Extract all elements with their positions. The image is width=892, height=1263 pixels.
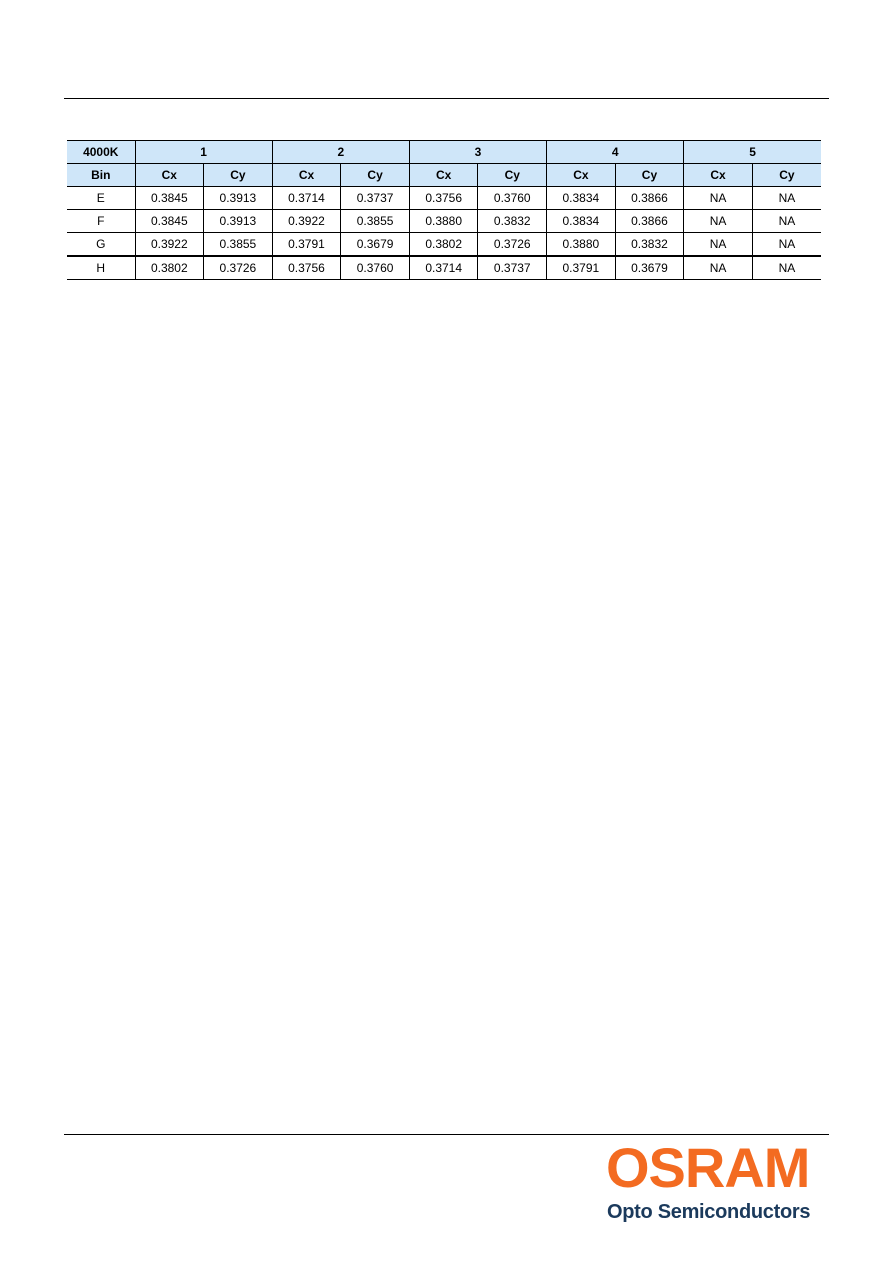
table-row-g (67, 233, 821, 257)
value-cell: 0.3834 (547, 210, 616, 233)
bin-cell: G (67, 233, 135, 257)
value-cell: 0.3756 (409, 187, 478, 210)
value-cell: 0.3922 (135, 233, 204, 257)
group-header-4: 4 (547, 141, 684, 164)
value-cell: 0.3880 (409, 210, 478, 233)
value-cell: 0.3714 (409, 256, 478, 280)
chromaticity-bin-table (67, 140, 821, 280)
value-cell: NA (684, 210, 753, 233)
value-cell: 0.3832 (478, 210, 547, 233)
value-cell: 0.3737 (478, 256, 547, 280)
logo-wordmark: OSRAM (606, 1136, 810, 1199)
cy-header: Cy (478, 164, 547, 187)
value-cell: 0.3866 (615, 210, 684, 233)
cy-header: Cy (615, 164, 684, 187)
cx-header: Cx (684, 164, 753, 187)
value-cell: 0.3880 (547, 233, 616, 257)
value-cell: NA (684, 256, 753, 280)
cx-header: Cx (409, 164, 478, 187)
value-cell: 0.3913 (204, 210, 273, 233)
value-cell: NA (752, 210, 821, 233)
value-cell: 0.3726 (204, 256, 273, 280)
table-row-f (67, 210, 821, 233)
bin-header: Bin (67, 164, 135, 187)
group-header-1: 1 (135, 141, 272, 164)
value-cell: 0.3737 (341, 187, 410, 210)
logo-tagline: Opto Semiconductors (607, 1201, 811, 1223)
value-cell: 0.3791 (547, 256, 616, 280)
value-cell: 0.3714 (272, 187, 341, 210)
group-header-3: 3 (409, 141, 546, 164)
value-cell: 0.3832 (615, 233, 684, 257)
value-cell: 0.3760 (478, 187, 547, 210)
bin-cell: E (67, 187, 135, 210)
value-cell: 0.3834 (547, 187, 616, 210)
value-cell: 0.3855 (341, 210, 410, 233)
bin-cell: H (67, 256, 135, 280)
value-cell: NA (684, 233, 753, 257)
cy-header: Cy (341, 164, 410, 187)
value-cell: 0.3866 (615, 187, 684, 210)
value-cell: 0.3756 (272, 256, 341, 280)
cx-header: Cx (135, 164, 204, 187)
cy-header: Cy (752, 164, 821, 187)
value-cell: NA (752, 256, 821, 280)
group-header-5: 5 (684, 141, 821, 164)
value-cell: 0.3679 (341, 233, 410, 257)
group-header-row (67, 141, 821, 164)
value-cell: 0.3845 (135, 210, 204, 233)
value-cell: 0.3922 (272, 210, 341, 233)
value-cell: 0.3726 (478, 233, 547, 257)
value-cell: 0.3802 (409, 233, 478, 257)
cx-header: Cx (272, 164, 341, 187)
cy-header: Cy (204, 164, 273, 187)
value-cell: 0.3913 (204, 187, 273, 210)
value-cell: NA (752, 233, 821, 257)
value-cell: NA (752, 187, 821, 210)
bin-cell: F (67, 210, 135, 233)
group-header-2: 2 (272, 141, 409, 164)
table-corner-cell: 4000K (67, 141, 135, 164)
value-cell: 0.3760 (341, 256, 410, 280)
footer-rule (64, 1134, 829, 1135)
table-row-h (67, 256, 821, 280)
osram-logo (606, 1136, 834, 1228)
value-cell: 0.3679 (615, 256, 684, 280)
table-row-e (67, 187, 821, 210)
header-rule (64, 98, 829, 99)
value-cell: 0.3845 (135, 187, 204, 210)
value-cell: NA (684, 187, 753, 210)
value-cell: 0.3855 (204, 233, 273, 257)
sub-header-row (67, 164, 821, 187)
value-cell: 0.3802 (135, 256, 204, 280)
cx-header: Cx (547, 164, 616, 187)
value-cell: 0.3791 (272, 233, 341, 257)
